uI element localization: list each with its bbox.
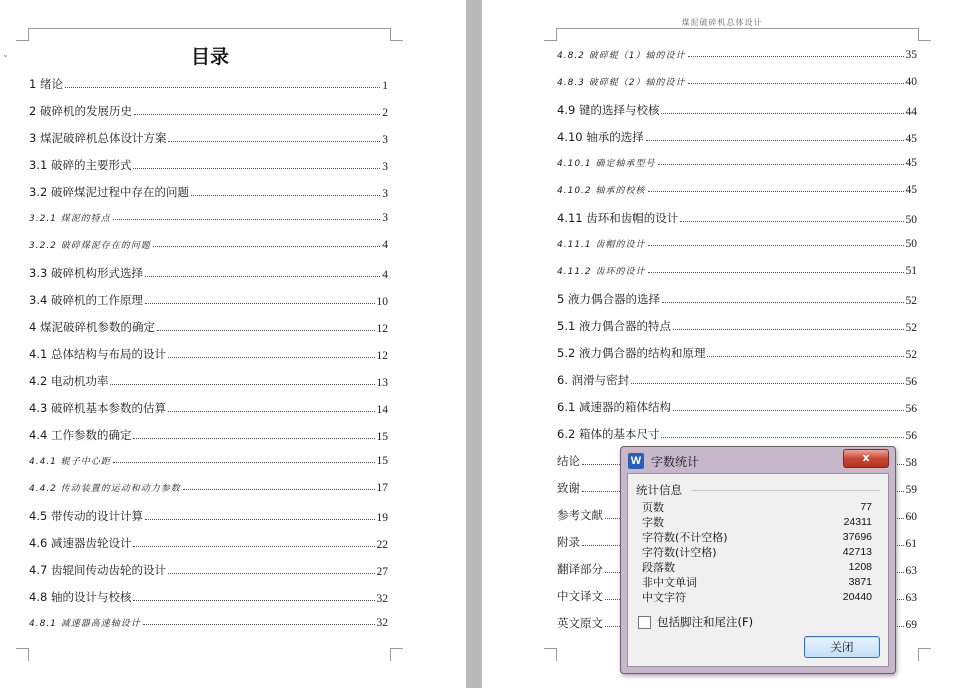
toc-entry-page: 56 — [905, 376, 917, 388]
toc-entry-page: 10 — [376, 296, 388, 308]
toc-entry-page: 63 — [905, 592, 917, 604]
toc-entry-page: 3 — [382, 188, 388, 200]
toc-entry-title: 4.5 带传动的设计计算 — [29, 509, 143, 523]
toc-entry-title: 4.8 轴的设计与校核 — [29, 590, 132, 604]
toc-entry[interactable] — [29, 562, 388, 578]
toc-entry-page: 3 — [382, 134, 388, 146]
stat-row — [642, 545, 872, 560]
toc-dot-leader — [133, 546, 374, 547]
toc-entry[interactable] — [557, 318, 917, 334]
toc-entry-title: 4.4.1 辊子中心距 — [29, 457, 111, 467]
stat-label: 段落数 — [642, 561, 675, 574]
toc-entry-page: 44 — [905, 106, 917, 118]
toc-entry-page: 56 — [905, 403, 917, 415]
stats-list — [642, 500, 872, 605]
toc-entry-title: 3.3 破碎机构形式选择 — [29, 266, 143, 280]
toc-entry[interactable] — [557, 48, 917, 61]
toc-dot-leader — [191, 195, 380, 196]
crop-mark — [16, 28, 29, 41]
toc-entry-page: 59 — [905, 484, 917, 496]
crop-mark — [544, 648, 557, 661]
stat-row — [642, 515, 872, 530]
toc-dot-leader — [134, 114, 380, 115]
toc-entry-title: 3.2.2 破碎煤泥存在的问题 — [29, 241, 151, 251]
running-header: 煤泥破碎机总体设计 — [681, 18, 763, 27]
toc-entry[interactable] — [29, 76, 388, 92]
toc-entry-page: 4 — [382, 239, 388, 251]
toc-entry[interactable] — [29, 184, 388, 200]
toc-entry[interactable] — [29, 238, 388, 251]
toc-entry-title: 4.10.2 轴承的校核 — [557, 186, 646, 196]
collapse-arrow-icon: ⌄ — [2, 50, 9, 59]
toc-entry-title: 4.8.1 减速器高速轴设计 — [29, 619, 141, 629]
toc-entry-page: 12 — [376, 323, 388, 335]
toc-entry[interactable] — [557, 399, 917, 415]
toc-dot-leader — [113, 462, 375, 463]
toc-dot-leader — [658, 164, 904, 165]
crop-mark — [544, 28, 557, 41]
toc-entry-title: 3.1 破碎的主要形式 — [29, 158, 132, 172]
toc-entry-page: 69 — [905, 619, 917, 631]
wps-writer-icon: W — [628, 453, 644, 469]
toc-dot-leader — [648, 245, 904, 246]
toc-entry[interactable] — [557, 210, 917, 226]
toc-entry-title: 3.2 破碎煤泥过程中存在的问题 — [29, 185, 189, 199]
toc-entry-title: 3.2.1 煤泥的特点 — [29, 214, 111, 224]
toc-entry-title: 4.2 电动机功率 — [29, 374, 109, 388]
toc-dot-leader — [646, 140, 904, 141]
toc-entry-page: 32 — [376, 593, 388, 605]
include-footnotes-label[interactable]: 包括脚注和尾注(F) — [657, 615, 754, 629]
toc-dot-leader — [157, 330, 375, 331]
close-button[interactable]: 关闭 — [804, 636, 880, 658]
crop-mark — [918, 28, 931, 41]
toc-entry[interactable] — [29, 292, 388, 308]
document-page-left — [0, 0, 466, 688]
toc-entry[interactable] — [557, 183, 917, 196]
toc-entry[interactable] — [557, 264, 917, 277]
toc-dot-leader — [688, 56, 904, 57]
close-icon[interactable]: x — [843, 449, 889, 468]
toc-entry[interactable] — [29, 454, 388, 467]
toc-dot-leader — [145, 519, 375, 520]
toc-entry[interactable] — [557, 372, 917, 388]
toc-dot-leader — [648, 272, 904, 273]
toc-entry-page: 32 — [376, 617, 388, 629]
toc-dot-leader — [661, 113, 903, 114]
toc-dot-leader — [631, 383, 903, 384]
toc-dot-leader — [688, 83, 904, 84]
stat-row — [642, 590, 872, 605]
toc-entry[interactable] — [29, 373, 388, 389]
stat-label: 非中文单词 — [642, 576, 697, 589]
toc-entry[interactable] — [29, 400, 388, 416]
toc-dot-leader — [145, 276, 380, 277]
toc-dot-leader — [133, 438, 374, 439]
toc-entry-title: 4.4 工作参数的确定 — [29, 428, 132, 442]
toc-entry-page: 4 — [382, 269, 388, 281]
toc-entry-title: 结论 — [557, 454, 580, 468]
toc-entry-page: 17 — [376, 482, 388, 494]
toc-entry-title: 4.10.1 确定轴承型号 — [557, 159, 656, 169]
stat-value: 42713 — [842, 546, 872, 558]
toc-entry-title: 3 煤泥破碎机总体设计方案 — [29, 131, 167, 145]
toc-entry-title: 4.11.1 齿帽的设计 — [557, 240, 646, 250]
toc-entry-page: 52 — [905, 295, 917, 307]
toc-entry-title: 致谢 — [557, 481, 580, 495]
toc-entry-page: 22 — [376, 539, 388, 551]
toc-entry[interactable] — [557, 102, 917, 118]
toc-entry-title: 4.11.2 齿环的设计 — [557, 267, 646, 277]
stat-label: 字符数(不计空格) — [642, 531, 728, 544]
toc-entry-page: 2 — [382, 107, 388, 119]
stat-row — [642, 575, 872, 590]
stat-label: 中文字符 — [642, 591, 686, 604]
toc-entry-page: 15 — [376, 431, 388, 443]
toc-entry-title: 5.2 液力偶合器的结构和原理 — [557, 346, 706, 360]
header-line — [28, 28, 390, 29]
toc-entry-title: 4.6 减速器齿轮设计 — [29, 536, 132, 550]
toc-title: 目录 — [190, 46, 229, 68]
stat-value: 1208 — [848, 561, 872, 573]
stat-row — [642, 500, 872, 515]
toc-dot-leader — [168, 357, 375, 358]
toc-entry[interactable] — [29, 130, 388, 146]
toc-dot-leader — [680, 221, 903, 222]
toc-dot-leader — [110, 384, 374, 385]
crop-mark — [390, 28, 403, 41]
stat-row — [642, 530, 872, 545]
toc-entry-page: 52 — [905, 322, 917, 334]
toc-entry[interactable] — [29, 589, 388, 605]
toc-entry-title: 4.11 齿环和齿帽的设计 — [557, 211, 679, 225]
toc-entry-page: 1 — [382, 80, 388, 92]
toc-entry[interactable] — [29, 211, 388, 224]
stat-label: 字数 — [642, 516, 664, 529]
toc-entry-title: 4.9 键的选择与校核 — [557, 103, 660, 117]
toc-dot-leader — [662, 302, 904, 303]
toc-entry[interactable] — [29, 157, 388, 173]
toc-entry[interactable] — [29, 103, 388, 119]
crop-mark — [918, 648, 931, 661]
toc-entry-title: 4.8.3 破碎辊（2）轴的设计 — [557, 78, 686, 88]
toc-dot-leader — [113, 219, 380, 220]
toc-entry[interactable] — [29, 481, 388, 494]
stat-value: 24311 — [843, 516, 872, 528]
toc-entry-title: 英文原文 — [557, 616, 603, 630]
toc-entry-page: 45 — [905, 133, 917, 145]
dialog-titlebar[interactable] — [621, 447, 895, 473]
toc-entry-title: 5.1 液力偶合器的特点 — [557, 319, 671, 333]
crop-mark — [390, 648, 403, 661]
toc-entry[interactable] — [29, 427, 388, 443]
toc-dot-leader — [183, 489, 375, 490]
toc-entry-page: 51 — [905, 265, 917, 277]
toc-dot-leader — [168, 573, 375, 574]
toc-entry[interactable] — [29, 535, 388, 551]
toc-entry-title: 附录 — [557, 535, 580, 549]
header-line — [556, 28, 918, 29]
toc-entry-title: 4.10 轴承的选择 — [557, 130, 644, 144]
toc-entry-page: 15 — [376, 455, 388, 467]
toc-entry[interactable] — [29, 319, 388, 335]
toc-dot-leader — [145, 303, 375, 304]
dialog-body — [627, 473, 889, 667]
toc-entry-title: 4.7 齿辊间传动齿轮的设计 — [29, 563, 166, 577]
divider — [692, 490, 880, 491]
toc-entry-page: 50 — [905, 238, 917, 250]
toc-entry-title: 1 绪论 — [29, 77, 63, 91]
toc-entry[interactable] — [557, 345, 917, 361]
toc-entry-title: 4.4.2 传动装置的运动和动力参数 — [29, 484, 181, 494]
toc-dot-leader — [673, 410, 904, 411]
toc-entry[interactable] — [557, 291, 917, 307]
toc-dot-leader — [707, 356, 903, 357]
stat-value: 20440 — [842, 591, 872, 603]
toc-entry[interactable] — [557, 156, 917, 169]
toc-entry-title: 5 液力偶合器的选择 — [557, 292, 660, 306]
toc-dot-leader — [168, 141, 380, 142]
toc-dot-leader — [65, 87, 380, 88]
stat-label: 页数 — [642, 501, 664, 514]
toc-entry-page: 60 — [905, 511, 917, 523]
toc-entry-title: 中文译文 — [557, 589, 603, 603]
toc-entry-page: 40 — [905, 76, 917, 88]
toc-entry-title: 3.4 破碎机的工作原理 — [29, 293, 143, 307]
include-footnotes-row[interactable] — [638, 614, 753, 630]
stat-row — [642, 560, 872, 575]
toc-dot-leader — [153, 246, 380, 247]
toc-entry-page: 45 — [905, 157, 917, 169]
toc-entry-page: 12 — [376, 350, 388, 362]
toc-entry-page: 45 — [905, 184, 917, 196]
toc-entry-page: 50 — [905, 214, 917, 226]
toc-entry-title: 6.1 减速器的箱体结构 — [557, 400, 671, 414]
toc-entry-title: 4 煤泥破碎机参数的确定 — [29, 320, 155, 334]
dialog-title: 字数统计 — [651, 455, 700, 469]
toc-entry[interactable] — [557, 129, 917, 145]
toc-entry-title: 翻译部分 — [557, 562, 603, 576]
toc-entry-page: 19 — [376, 512, 388, 524]
toc-dot-leader — [648, 191, 904, 192]
stat-value: 3871 — [848, 576, 872, 588]
stat-value: 77 — [860, 501, 872, 513]
toc-entry-title: 4.8.2 破碎辊（1）轴的设计 — [557, 51, 686, 61]
toc-entry[interactable] — [29, 508, 388, 524]
word-count-dialog[interactable] — [620, 446, 896, 674]
toc-entry-page: 56 — [905, 430, 917, 442]
toc-dot-leader — [133, 168, 380, 169]
toc-entry-title: 4.3 破碎机基本参数的估算 — [29, 401, 166, 415]
toc-entry-page: 3 — [382, 212, 388, 224]
toc-dot-leader — [168, 411, 375, 412]
toc-entry-page: 58 — [905, 457, 917, 469]
toc-dot-leader — [133, 600, 374, 601]
toc-entry-page: 3 — [382, 161, 388, 173]
toc-entry-page: 35 — [905, 49, 917, 61]
crop-mark — [16, 648, 29, 661]
toc-dot-leader — [661, 437, 903, 438]
toc-entry-page: 13 — [376, 377, 388, 389]
toc-entry[interactable] — [557, 426, 917, 442]
toc-entry-title: 4.1 总体结构与布局的设计 — [29, 347, 166, 361]
include-footnotes-checkbox[interactable] — [638, 616, 651, 629]
toc-entry-title: 6. 润滑与密封 — [557, 373, 630, 387]
toc-dot-leader — [673, 329, 904, 330]
toc-entry-page: 27 — [376, 566, 388, 578]
toc-entry[interactable] — [29, 616, 388, 629]
stat-value: 37696 — [842, 531, 872, 543]
toc-entry-title: 6.2 箱体的基本尺寸 — [557, 427, 660, 441]
toc-entry[interactable] — [557, 75, 917, 88]
toc-dot-leader — [143, 624, 375, 625]
toc-entry-page: 63 — [905, 565, 917, 577]
toc-entry[interactable] — [29, 265, 388, 281]
toc-entry[interactable] — [557, 237, 917, 250]
stats-group-label: 统计信息 — [636, 483, 682, 497]
toc-entry[interactable] — [29, 346, 388, 362]
toc-entry-title: 参考文献 — [557, 508, 603, 522]
stat-label: 字符数(计空格) — [642, 546, 717, 559]
toc-entry-page: 52 — [905, 349, 917, 361]
toc-entry-page: 14 — [376, 404, 388, 416]
toc-entry-page: 61 — [905, 538, 917, 550]
toc-entry-title: 2 破碎机的发展历史 — [29, 104, 132, 118]
